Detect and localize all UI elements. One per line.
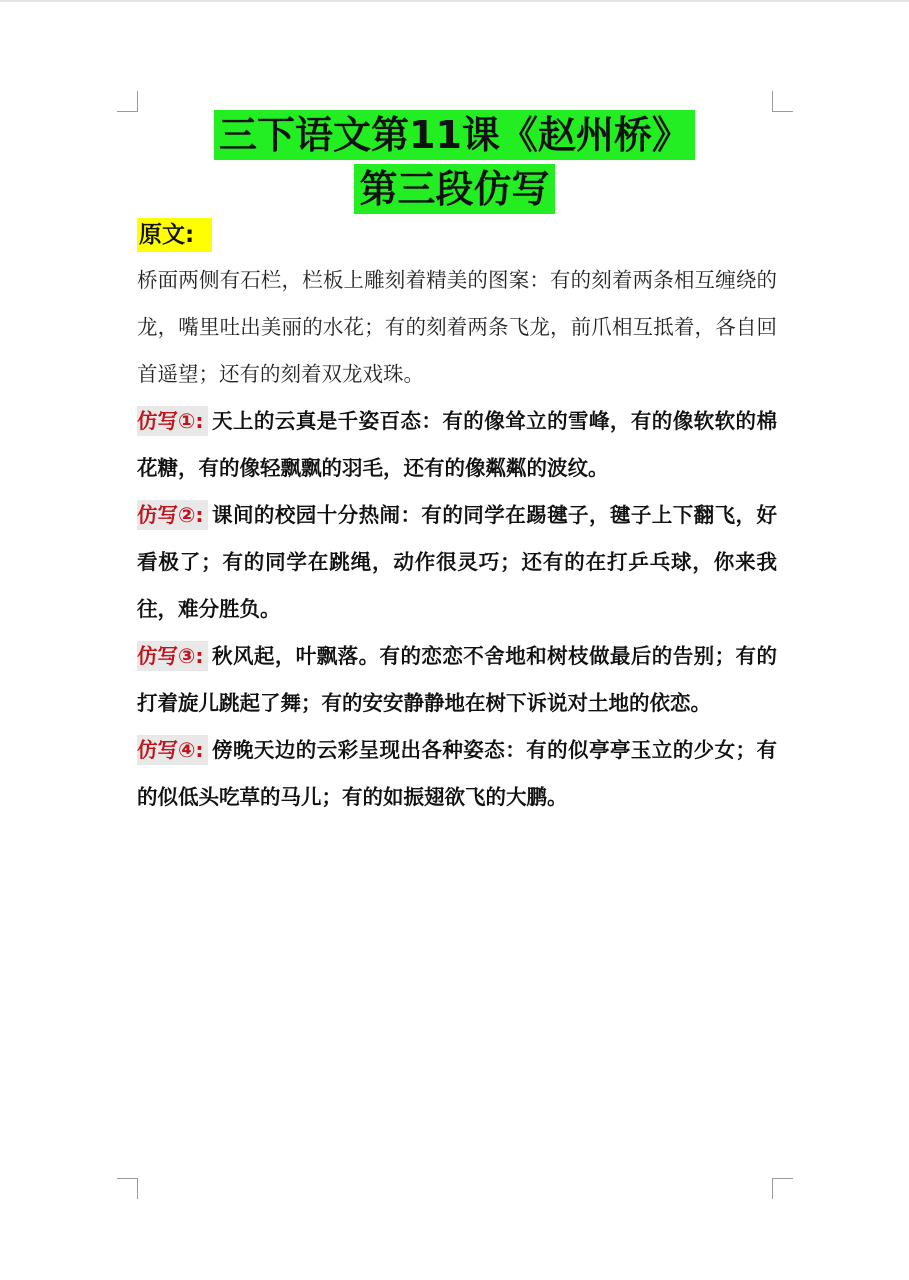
imitation-label-4: 仿写④: [137, 735, 208, 765]
page-corner-mark-top-left [117, 91, 138, 112]
original-section [137, 218, 777, 398]
imitation-label-1: 仿写①: [137, 406, 208, 436]
document-body [137, 218, 777, 821]
imitation-paragraph-2 [137, 492, 777, 633]
imitation-text-2: 课间的校园十分热闹：有的同学在踢毽子，毽子上下翻飞，好看极了；有的同学在跳绳，动作很灵巧；还有的在打乒乓球，你来我往，难分胜负。 [137, 503, 777, 621]
imitation-paragraph-3 [137, 633, 777, 727]
page-corner-mark-bottom-left [117, 1178, 138, 1199]
document-title [0, 110, 909, 214]
title-line-2: 第三段仿写 [354, 164, 554, 214]
imitation-label-3: 仿写③: [137, 641, 208, 671]
imitation-paragraph-4 [137, 727, 777, 821]
imitation-label-2: 仿写②: [137, 500, 208, 530]
page-corner-mark-bottom-right [772, 1178, 793, 1199]
original-label: 原文: [137, 218, 212, 252]
page-top-rule [0, 0, 909, 2]
original-text: 桥面两侧有石栏，栏板上雕刻着精美的图案：有的刻着两条相互缠绕的龙，嘴里吐出美丽的水花；有的刻着两条飞龙，前爪相互抵着，各自回首遥望；还有的刻着双龙戏珠。 [137, 268, 777, 386]
imitation-text-4: 傍晚天边的云彩呈现出各种姿态：有的似亭亭玉立的少女；有的似低头吃草的马儿；有的如振翅欲飞的大鹏。 [137, 738, 777, 809]
title-line-1: 三下语文第11课《赵州桥》 [214, 110, 695, 160]
page-corner-mark-top-right [772, 91, 793, 112]
imitation-text-1: 天上的云真是千姿百态：有的像耸立的雪峰，有的像软软的棉花糖，有的像轻飘飘的羽毛，还有的像粼粼的波纹。 [137, 409, 777, 480]
imitation-text-3: 秋风起，叶飘落。有的恋恋不舍地和树枝做最后的告别；有的打着旋儿跳起了舞；有的安安静静地在树下诉说对土地的依恋。 [137, 644, 777, 715]
imitation-paragraph-1 [137, 398, 777, 492]
